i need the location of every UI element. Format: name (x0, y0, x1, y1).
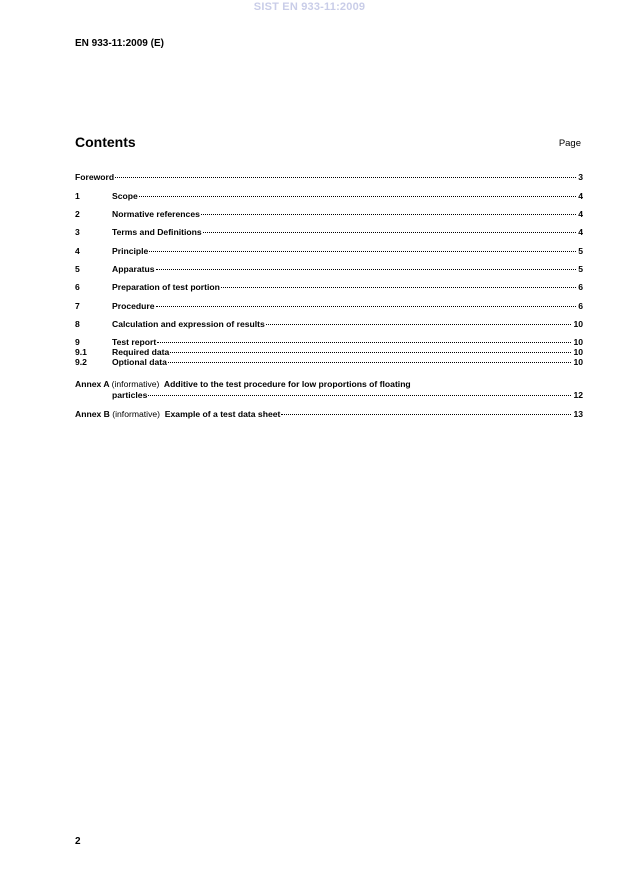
dot-leader (139, 196, 576, 197)
annex-title: Additive to the test procedure for low proportions of floating (163, 379, 411, 389)
toc-entry-terms-and-definitions[interactable] (75, 227, 583, 238)
dot-leader (203, 232, 577, 233)
annex-title-continued: particles (112, 390, 148, 400)
dot-leader (156, 306, 577, 307)
toc-entry-page: 10 (573, 337, 583, 347)
toc-entry-annex-b[interactable] (75, 409, 583, 420)
toc-entry-number: 7 (75, 301, 80, 311)
annex-title: Example of a test data sheet (164, 409, 281, 419)
page-number: 2 (75, 836, 81, 847)
dot-leader (148, 395, 571, 396)
toc-entry-page: 12 (573, 390, 583, 400)
toc-entry-number: 2 (75, 209, 80, 219)
dot-leader (157, 342, 571, 343)
toc-entry-number: 1 (75, 191, 80, 201)
toc-entry-procedure[interactable] (75, 301, 583, 312)
toc-entry-page: 3 (578, 172, 583, 182)
toc-entry-page: 6 (578, 301, 583, 311)
toc-entry-number: 9.1 (75, 347, 87, 357)
page-column-label: Page (558, 138, 581, 149)
toc-entry-title: Calculation and expression of results (112, 319, 265, 329)
toc-entry-title: Foreword (75, 172, 115, 182)
toc-entry-number: 9 (75, 337, 80, 347)
annex-type: (informative) (112, 409, 161, 419)
dot-leader (149, 251, 576, 252)
toc-entry-page: 10 (573, 347, 583, 357)
annex-label: Annex A (75, 379, 110, 389)
contents-title: Contents (75, 134, 136, 150)
toc-entry-title: Apparatus (112, 264, 155, 274)
toc-entry-title: Terms and Definitions (112, 227, 202, 237)
toc-entry-number: 9.2 (75, 357, 87, 367)
toc-entry-principle[interactable] (75, 246, 583, 257)
toc-entry-page: 5 (578, 264, 583, 274)
toc-entry-normative-references[interactable] (75, 209, 583, 220)
toc-entry-page: 6 (578, 282, 583, 292)
toc-entry-foreword[interactable] (75, 172, 583, 183)
toc-entry-annex-a[interactable] (75, 379, 583, 390)
toc-entry-number: 6 (75, 282, 80, 292)
toc-entry-page: 13 (573, 409, 583, 419)
toc-entry-number: 4 (75, 246, 80, 256)
watermark: SIST EN 933-11:2009 (253, 1, 366, 13)
toc-entry-title: Procedure (112, 301, 155, 311)
dot-leader (281, 414, 571, 415)
toc-entry-optional-data[interactable] (75, 357, 583, 368)
document-id: EN 933-11:2009 (E) (75, 38, 164, 49)
toc-entry-page: 10 (573, 357, 583, 367)
toc-entry-title: Optional data (112, 357, 167, 367)
toc-entry-page: 10 (573, 319, 583, 329)
toc-entry-title: Test report (112, 337, 157, 347)
toc-entry-apparatus[interactable] (75, 264, 583, 275)
toc-entry-preparation-of-test-portion[interactable] (75, 282, 583, 293)
annex-type: (informative) (111, 379, 160, 389)
dot-leader (115, 177, 576, 178)
toc-entry-title: Preparation of test portion (112, 282, 220, 292)
toc-entry-page: 5 (578, 246, 583, 256)
toc-entry-calculation[interactable] (75, 319, 583, 330)
toc-entry-page: 4 (578, 209, 583, 219)
toc-entry-scope[interactable] (75, 191, 583, 202)
dot-leader (156, 269, 577, 270)
dot-leader (168, 362, 572, 363)
toc-entry-number: 8 (75, 319, 80, 329)
dot-leader (266, 324, 572, 325)
dot-leader (170, 352, 571, 353)
annex-label: Annex B (75, 409, 110, 419)
toc-entry-title: Normative references (112, 209, 200, 219)
dot-leader (221, 287, 576, 288)
dot-leader (201, 214, 576, 215)
toc-entry-number: 3 (75, 227, 80, 237)
toc-entry-title: Scope (112, 191, 138, 201)
toc-entry-page: 4 (578, 227, 583, 237)
toc-entry-title: Principle (112, 246, 149, 256)
toc-entry-title: Required data (112, 347, 170, 357)
toc-entry-annex-a-continued[interactable] (112, 390, 583, 401)
toc-entry-number: 5 (75, 264, 80, 274)
toc-entry-page: 4 (578, 191, 583, 201)
